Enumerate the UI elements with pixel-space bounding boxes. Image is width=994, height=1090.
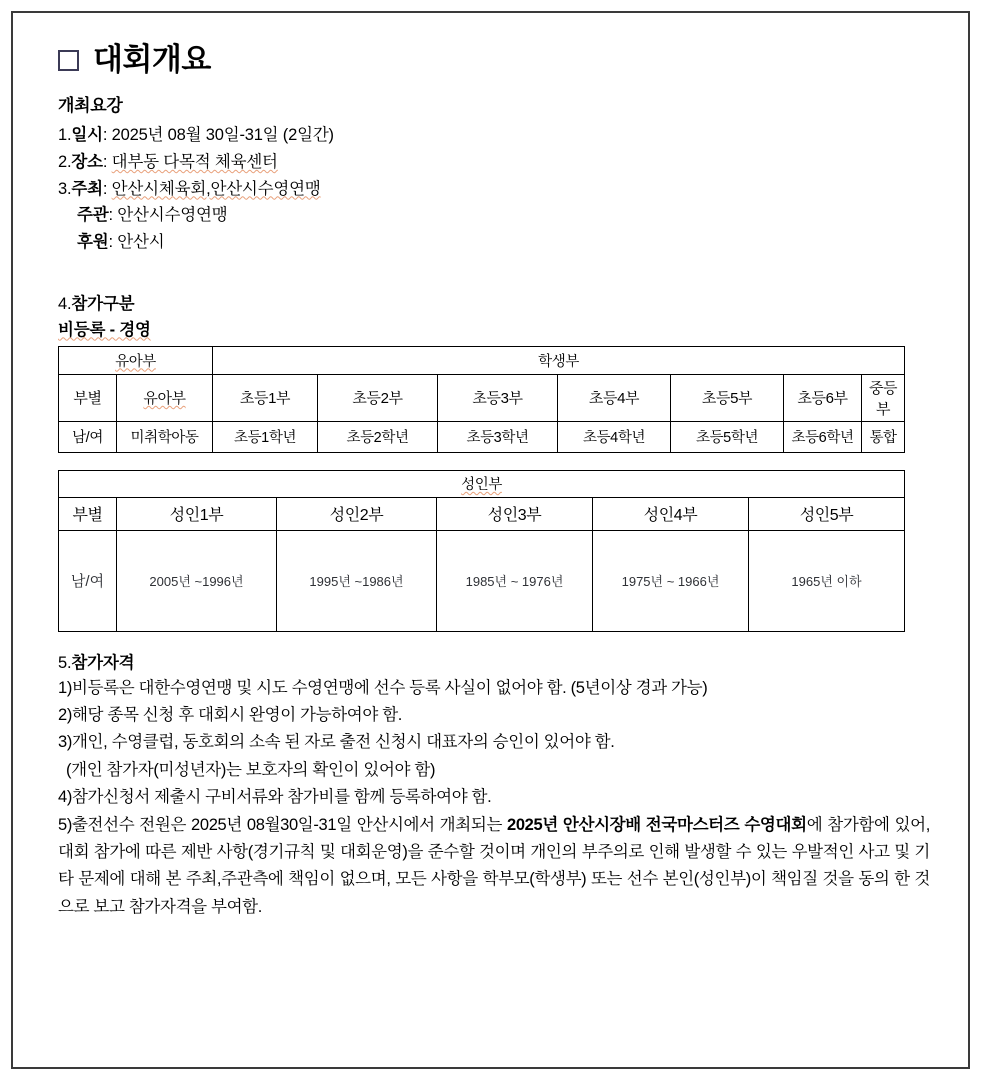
data-cell: 남/여 bbox=[59, 530, 117, 631]
list-item: 주관: 안산시수영연맹 bbox=[77, 206, 228, 225]
table-row bbox=[59, 421, 905, 452]
page-title bbox=[58, 43, 932, 77]
square-outline-icon bbox=[58, 50, 79, 71]
band-students: 학생부 bbox=[213, 346, 905, 374]
adults-division-table bbox=[58, 470, 905, 632]
section-5-heading: 5.참가자격 bbox=[58, 653, 135, 672]
info-label: 장소 bbox=[71, 152, 103, 171]
page-title-text: 대회개요 bbox=[93, 42, 211, 77]
document-content bbox=[56, 43, 932, 921]
header-cell: 성인4부 bbox=[593, 497, 749, 530]
header-cell: 초등5부 bbox=[671, 374, 784, 421]
info-value: 안산시체육회,안산시수영연맹 bbox=[111, 179, 321, 198]
header-cell: 성인3부 bbox=[437, 497, 593, 530]
data-cell: 미취학아동 bbox=[117, 421, 213, 452]
band-adults: 성인부 bbox=[59, 470, 905, 497]
overview-info-list bbox=[58, 122, 932, 256]
list-item: 3.주최: 안산시체육회,안산시수영연맹 bbox=[58, 179, 321, 198]
data-cell: 초등1학년 bbox=[213, 421, 318, 452]
clause-item-consent bbox=[58, 812, 930, 922]
info-label: 주관 bbox=[77, 206, 109, 225]
info-label: 일시 bbox=[71, 126, 103, 145]
header-cell: 초등1부 bbox=[213, 374, 318, 421]
data-cell: 초등6학년 bbox=[784, 421, 862, 452]
data-cell: 초등4학년 bbox=[558, 421, 671, 452]
data-cell: 1985년 ~ 1976년 bbox=[437, 530, 593, 631]
data-cell: 1975년 ~ 1966년 bbox=[593, 530, 749, 631]
clause-item: (개인 참가자(미성년자)는 보호자의 확인이 있어야 함) bbox=[66, 760, 436, 779]
clause-item: 4)참가신청서 제출시 구비서류와 참가비를 함께 등록하여야 함. bbox=[58, 788, 492, 807]
header-cell: 중등부 bbox=[862, 374, 905, 421]
info-value: 안산시수영연맹 bbox=[117, 206, 228, 225]
table-row bbox=[59, 374, 905, 421]
header-cell: 초등3부 bbox=[438, 374, 558, 421]
table-row bbox=[59, 346, 905, 374]
eligibility-clause-list bbox=[58, 675, 932, 921]
header-cell: 유아부 bbox=[117, 374, 213, 421]
data-cell: 통합 bbox=[862, 421, 905, 452]
header-cell: 성인1부 bbox=[117, 497, 277, 530]
section-4-subtitle: 비등록 - 경영 bbox=[58, 320, 151, 339]
clause-item: 1)비등록은 대한수영연맹 및 시도 수영연맹에 선수 등록 사실이 없어야 함. (5년이상 경과 가능) bbox=[58, 678, 708, 697]
data-cell: 초등3학년 bbox=[438, 421, 558, 452]
clause-lead: 5)출전선수 전원은 2025년 08월30일-31일 안산시에서 개최되는 bbox=[58, 815, 508, 834]
info-value: 안산시 bbox=[117, 232, 165, 251]
header-cell: 부별 bbox=[59, 374, 117, 421]
info-value: 2025년 08월 30일-31일 (2일간) bbox=[111, 126, 334, 145]
clause-tail: 에 참가함에 있어, 대회 참가에 따른 제반 사항(경기규칙 및 대회운영)을 준수할 것이며 개인의 부주의로 인해 발생할 수 있는 우발적인 사고 및 기타 문제에 대해 본 주최,주관측에 책임이 없으며, 모든 사항을 학부모(학생부) 또는 선수 본인(성인부)이 책임질 것을 동의 한 것으로 보고 참가자격을 부여함. bbox=[58, 815, 930, 916]
header-cell: 부별 bbox=[59, 497, 117, 530]
competition-name: 2025년 안산시장배 전국마스터즈 수영대회 bbox=[507, 815, 807, 834]
section-4-heading: 4.참가구분 bbox=[58, 294, 135, 313]
table-row bbox=[59, 470, 905, 497]
document-page-frame bbox=[11, 11, 970, 1069]
info-value: 대부동 다목적 체육센터 bbox=[111, 152, 278, 171]
header-cell: 초등2부 bbox=[318, 374, 438, 421]
data-cell: 초등5학년 bbox=[671, 421, 784, 452]
list-item: 1.일시: 2025년 08월 30일-31일 (2일간) bbox=[58, 126, 334, 145]
data-cell: 남/여 bbox=[59, 421, 117, 452]
info-label: 주최 bbox=[71, 179, 103, 198]
header-cell: 성인2부 bbox=[277, 497, 437, 530]
overview-heading: 개최요강 bbox=[58, 96, 123, 116]
header-cell: 성인5부 bbox=[749, 497, 905, 530]
info-label: 후원 bbox=[77, 232, 109, 251]
table-row bbox=[59, 530, 905, 631]
data-cell: 1965년 이하 bbox=[749, 530, 905, 631]
list-item: 후원: 안산시 bbox=[77, 232, 165, 251]
students-division-table bbox=[58, 346, 905, 453]
clause-item: 3)개인, 수영클럽, 동호회의 소속 된 자로 출전 신청시 대표자의 승인이 있어야 함. bbox=[58, 733, 615, 752]
data-cell: 2005년 ~1996년 bbox=[117, 530, 277, 631]
data-cell: 초등2학년 bbox=[318, 421, 438, 452]
header-cell: 초등4부 bbox=[558, 374, 671, 421]
header-cell: 초등6부 bbox=[784, 374, 862, 421]
list-item: 2.장소: 대부동 다목적 체육센터 bbox=[58, 152, 278, 171]
data-cell: 1995년 ~1986년 bbox=[277, 530, 437, 631]
table-row bbox=[59, 497, 905, 530]
clause-item: 2)해당 종목 신청 후 대회시 완영이 가능하여야 함. bbox=[58, 706, 403, 725]
band-preschool: 유아부 bbox=[59, 346, 213, 374]
